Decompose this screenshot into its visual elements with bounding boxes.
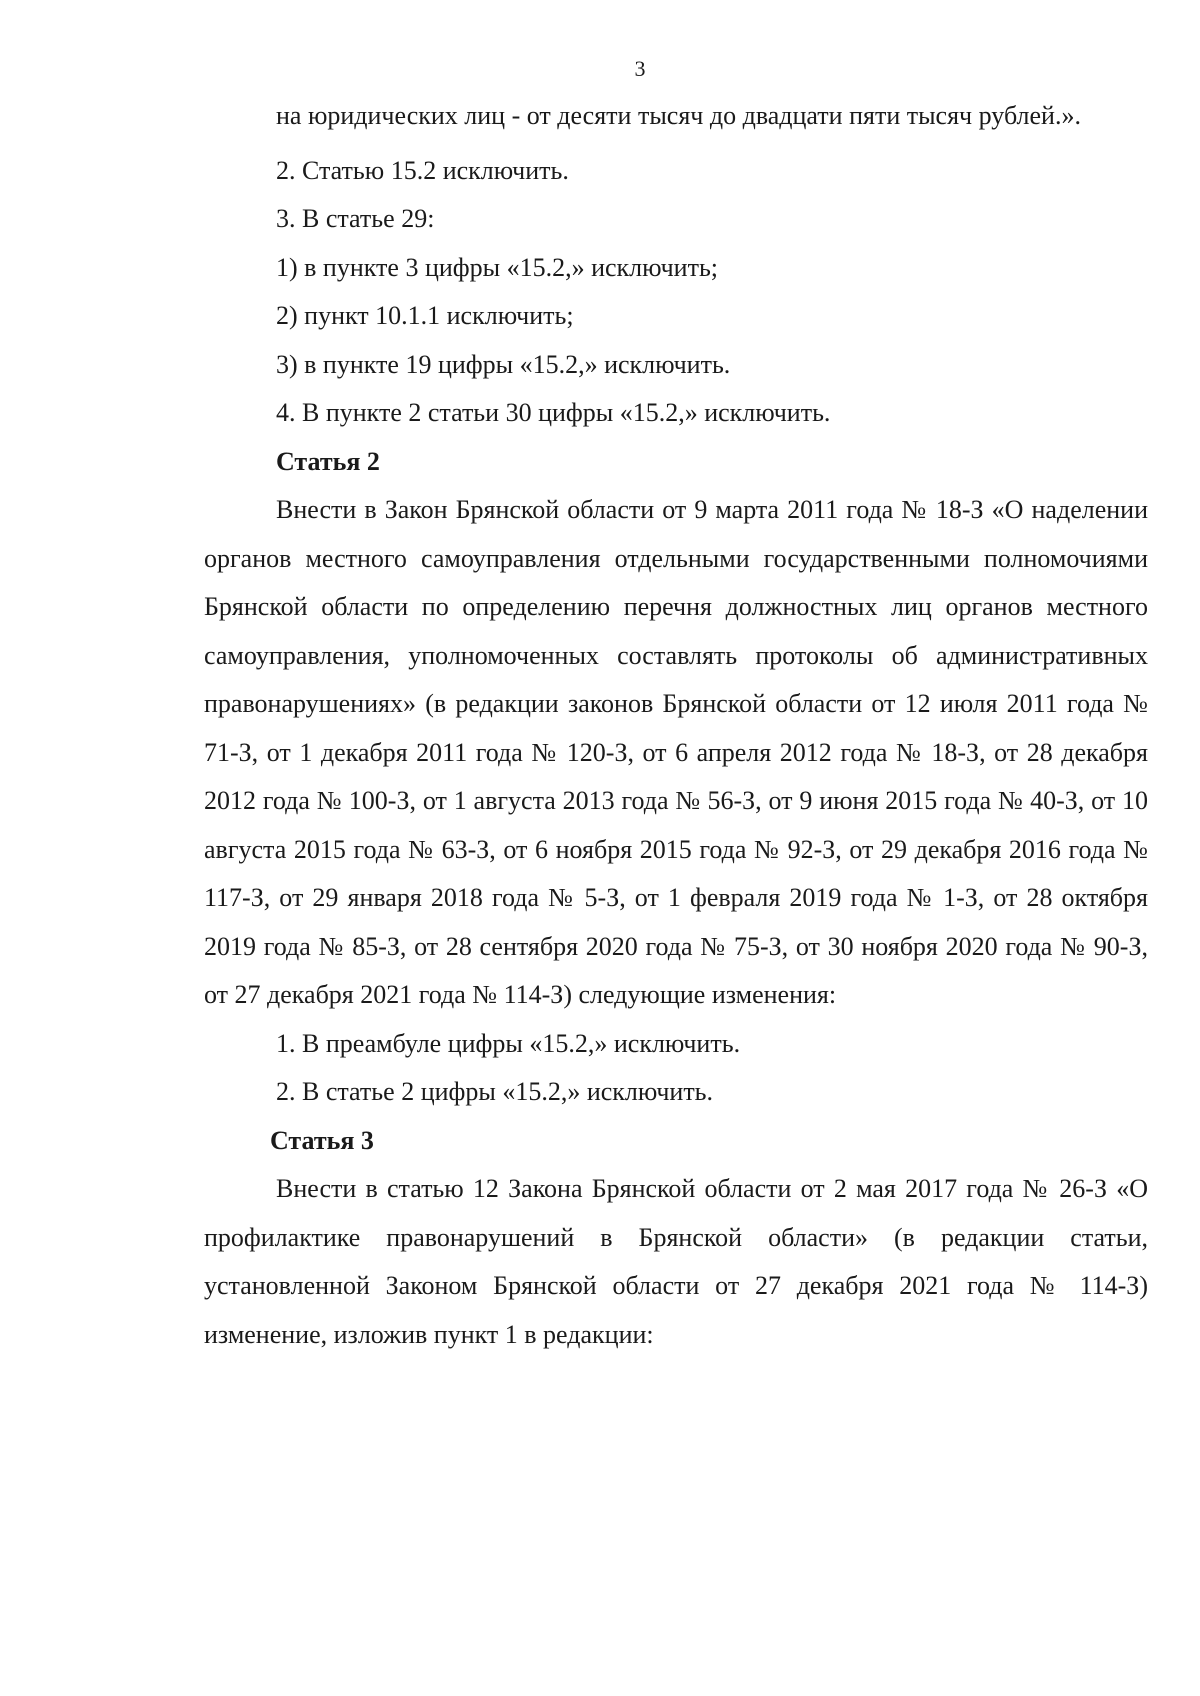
page-number: 3 xyxy=(634,56,646,81)
paragraph-article-3-body: Внести в статью 12 Закона Брянской области от 2 мая 2017 года № 26-З «О профилактике правонарушений в Брянской области» (в редакции статьи, установленной Законом Брянской области от 27 декабря 2021 года № 114-З) изменение, изложив пункт 1 в редакции: xyxy=(204,1174,1148,1349)
subitem-point-3: 1) в пункте 3 цифры «15.2,» исключить; xyxy=(276,252,719,282)
document-body xyxy=(204,92,1148,1359)
heading-article-2: Статья 2 xyxy=(276,446,380,476)
paragraph-fine-legal-entities: на юридических лиц - от десяти тысяч до двадцати пяти тысяч рублей.». xyxy=(276,101,1081,130)
item-article-2-digits: 2. В статье 2 цифры «15.2,» исключить. xyxy=(276,1077,714,1106)
item-article-30: 4. В пункте 2 статьи 30 цифры «15.2,» исключить. xyxy=(276,398,831,427)
item-article-29: 3. В статье 29: xyxy=(276,204,435,233)
item-article-15-2-exclude: 2. Статью 15.2 исключить. xyxy=(276,155,569,185)
paragraph-article-2-body: Внести в Закон Брянской области от 9 марта 2011 года № 18-З «О наделении органов местного самоуправления отдельными государственными полномочиями Брянской области по определению перечня должностных лиц органов местного самоуправления, уполномоченных составлять протоколы об административных правонарушениях» (в редакции законов Брянской области от 12 июля 2011 года № 71-З, от 1 декабря 2011 года № 120-З, от 6 апреля 2012 года № 18-З, от 28 декабря 2012 года № 100-З, от 1 августа 2013 года № 56-З, от 9 июня 2015 года № 40-З, от 10 августа 2015 года № 63-З, от 6 ноября 2015 года № 92-З, от 29 декабря 2016 года № 117-З, от 29 января 2018 года № 5-З, от 1 февраля 2019 года № 1-З, от 28 октября 2019 года № 85-З, от 28 сентября 2020 года № 75-З, от 30 ноября 2020 года № 90-З, от 27 декабря 2021 года № 114-З) следующие изменения: xyxy=(204,495,1148,1009)
item-preamble: 1. В преамбуле цифры «15.2,» исключить. xyxy=(276,1028,741,1058)
heading-article-3: Статья 3 xyxy=(270,1125,374,1155)
subitem-point-10-1-1: 2) пункт 10.1.1 исключить; xyxy=(276,301,574,330)
subitem-point-19: 3) в пункте 19 цифры «15.2,» исключить. xyxy=(276,349,731,379)
